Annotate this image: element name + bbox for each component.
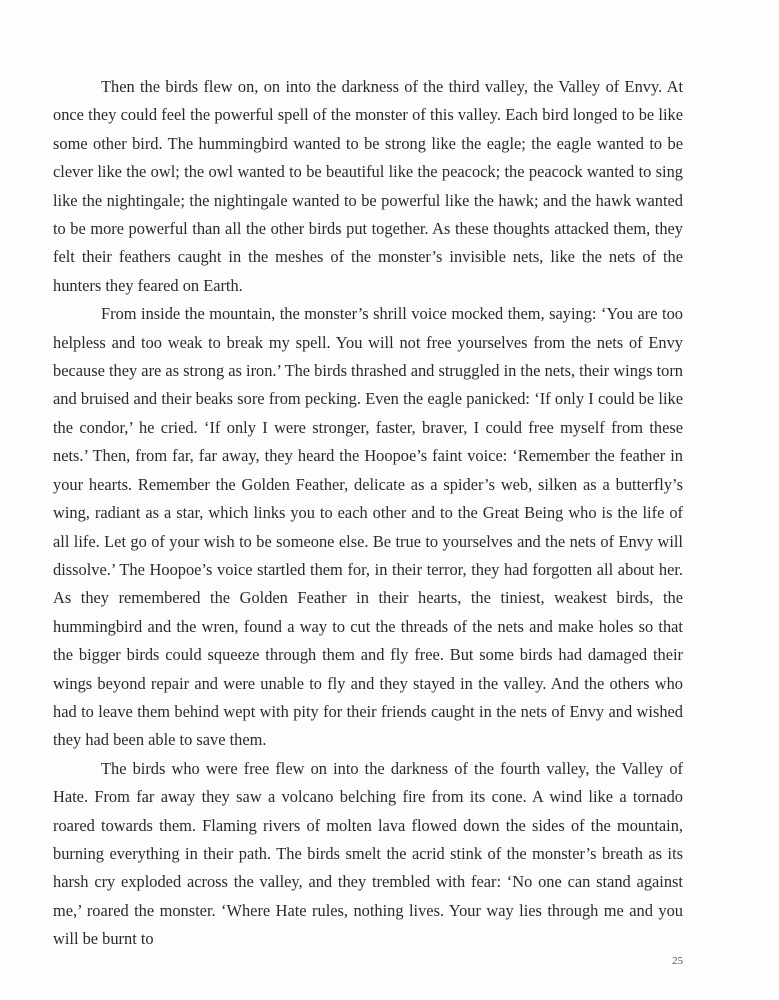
page-number: 25 — [672, 955, 683, 967]
body-text — [53, 73, 683, 954]
paragraph-valley-of-hate: The birds who were free flew on into the darkness of the fourth valley, the Valley of Hate. From far away they saw a volcano belching fire from its cone. A wind like a tornado roared towards them. Flaming rivers of molten lava flowed down the sides of the mountain, burning everything in their path. The birds smelt the acrid stink of the monster’s breath as its harsh cry exploded across the valley, and they trembled with fear: ‘No one can stand against me,’ roared the monster. ‘Where Hate rules, nothing lives. Your way lies through me and you will be burnt to — [53, 758, 683, 949]
paragraph-valley-of-envy: Then the birds flew on, on into the darkness of the third valley, the Valley of Envy. At once they could feel the powerful spell of the monster of this valley. Each bird longed to be like some other bird. The hummingbird wanted to be strong like the eagle; the eagle wanted to be clever like the owl; the owl wanted to be beautiful like the peacock; the peacock wanted to sing like the nightingale; the nightingale wanted to be powerful like the hawk; and the hawk wanted to be more powerful than all the other birds put together. As these thoughts attacked them, they felt their feathers caught in the meshes of the monster’s invisible nets, like the nets of the hunters they feared on Earth. — [53, 77, 683, 295]
paragraph-monster-voice: From inside the mountain, the monster’s shrill voice mocked them, saying: ‘You are too helpless and too weak to break my spell. You will not free yourselves from the nets of Envy because they are as strong as iron.’ The birds thrashed and struggled in the nets, their wings torn and bruised and their beaks sore from pecking. Even the eagle panicked: ‘If only I could be like the condor,’ he cried. ‘If only I were stronger, faster, braver, I could free myself from these nets.’ Then, from far, far away, they heard the Hoopoe’s faint voice: ‘Remember the feather in your hearts. Remember the Golden Feather, delicate as a spider’s web, silken as a butterfly’s wing, radiant as a star, which links you to each other and to the Great Being who is the life of all life. Let go of your wish to be someone else. Be true to yourselves and the nets of Envy will dissolve.’ The Hoopoe’s voice startled them for, in their terror, they had forgotten all about her. As they remembered the Golden Feather in their hearts, the tiniest, weakest birds, the hummingbird and the wren, found a way to cut the threads of the nets and make holes so that the bigger birds could squeeze through them and fly free. But some birds had damaged their wings beyond repair and were unable to fly and they stayed in the valley. And the others who had to leave them behind wept with pity for their friends caught in the nets of Envy and wished they had been able to save them. — [53, 304, 683, 750]
